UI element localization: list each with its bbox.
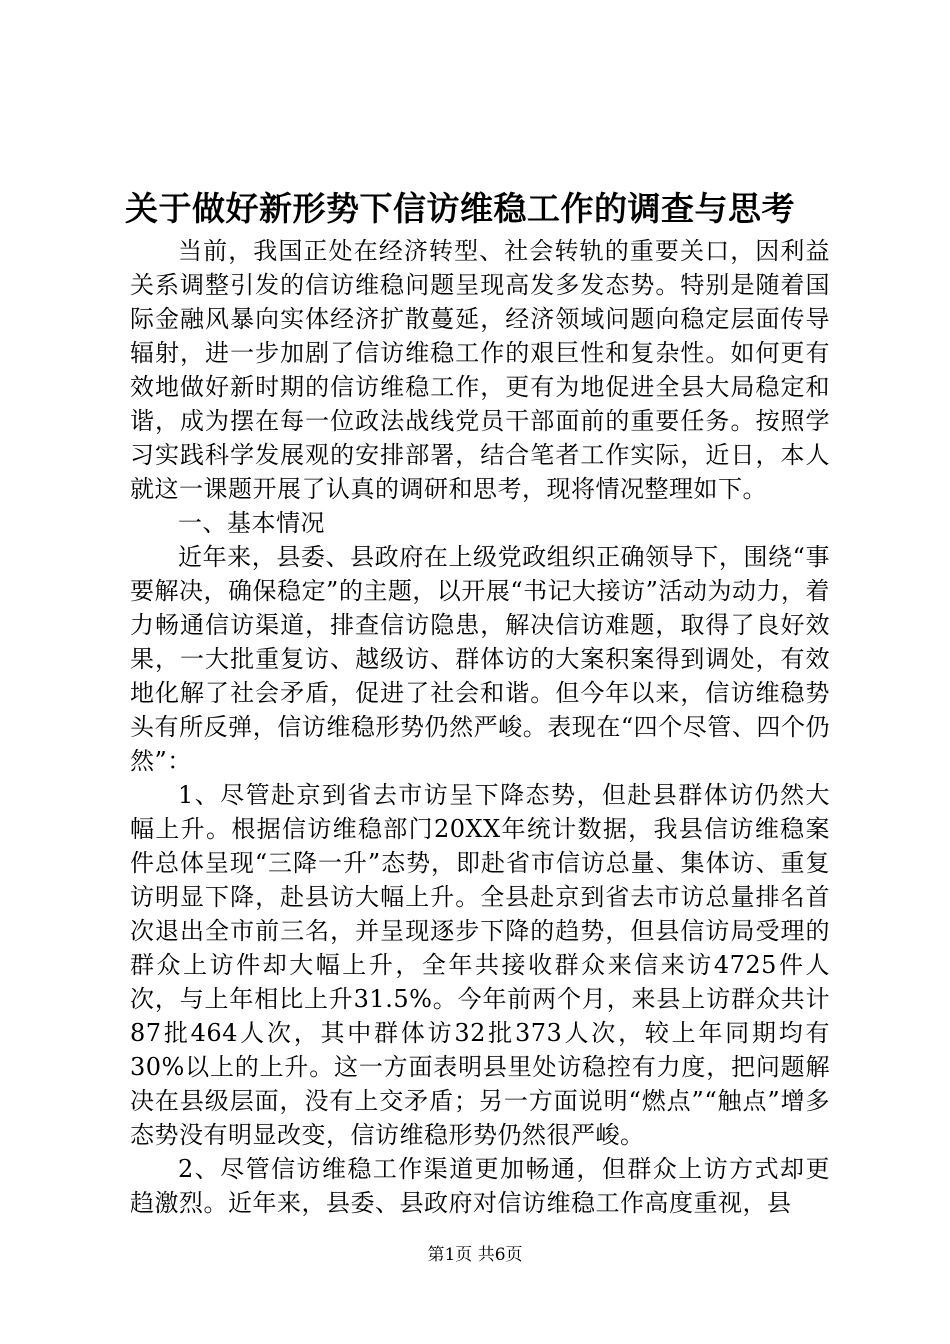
paragraph-intro: 当前，我国正处在经济转型、社会转轨的重要关口，因利益关系调整引发的信访维稳问题呈现高发多发态势。特别是随着国际金融风暴向实体经济扩散蔓延，经济领域问题向稳定层面传导辐射，进一步加剧了信访维稳工作的艰巨性和复杂性。如何更有效地做好新时期的信访维稳工作，更有为地促进全县大局稳定和谐，成为摆在每一位政法战线党员干部面前的重要任务。按照学习实践科学发展观的安排部署，结合笔者工作实际，近日，本人就这一课题开展了认真的调研和思考，现将情况整理如下。 <box>130 237 830 503</box>
page-number-footer: 第1页 共6页 <box>427 1245 523 1265</box>
document-body <box>130 234 830 1220</box>
paragraph-recent-years: 近年来，县委、县政府在上级党政组织正确领导下，围绕“事要解决，确保稳定”的主题，以开展“书记大接访”活动为动力，着力畅通信访渠道，排查信访隐患，解决信访难题，取得了良好效果，一大批重复访、越级访、群体访的大案积案得到调处，有效地化解了社会矛盾，促进了社会和谐。但今年以来，信访维稳势头有所反弹，信访维稳形势仍然严峻。表现在“四个尽管、四个仍然”： <box>130 543 830 775</box>
section-heading-basic-situation: 一、基本情况 <box>178 509 325 537</box>
paragraph-point-2: 2、尽管信访维稳工作渠道更加畅通，但群众上访方式却更趋激烈。近年来，县委、县政府对信访维稳工作高度重视，县 <box>130 1155 830 1217</box>
paragraph-point-1: 1、尽管赴京到省去市访呈下降态势，但赴县群体访仍然大幅上升。根据信访维稳部门20XX年统计数据，我县信访维稳案件总体呈现“三降一升”态势，即赴省市信访总量、集体访、重复访明显下降，赴县访大幅上升。全县赴京到省去市访总量排名首次退出全市前三名，并呈现逐步下降的趋势，但县信访局受理的群众上访件却大幅上升，全年共接收群众来信来访4725件人次，与上年相比上升31.5%。今年前两个月，来县上访群众共计87批464人次，其中群体访32批373人次，较上年同期均有30%以上的上升。这一方面表明县里处访稳控有力度，把问题解决在县级层面，没有上交矛盾；另一方面说明“燃点”“触点”增多态势没有明显改变，信访维稳形势仍然很严峻。 <box>130 781 830 1149</box>
document-title: 关于做好新形势下信访维稳工作的调查与思考 <box>125 189 795 228</box>
